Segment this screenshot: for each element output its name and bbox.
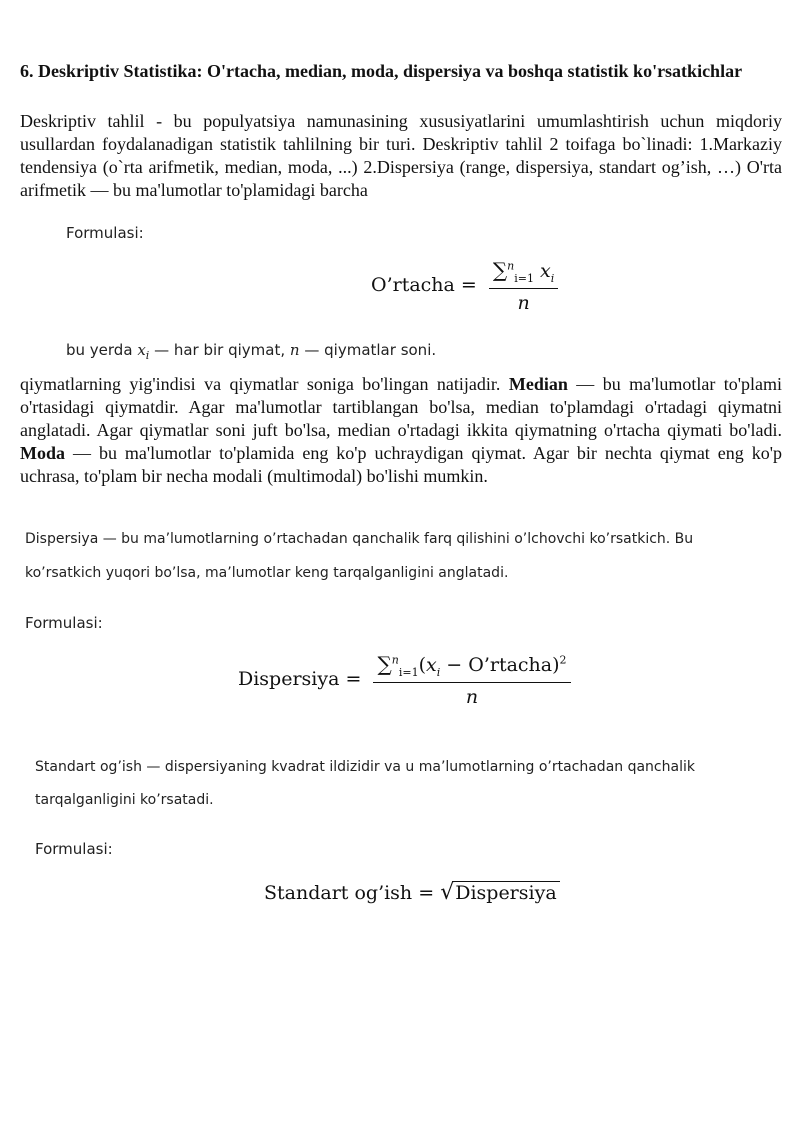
mean-sum-sign: ∑: [492, 258, 508, 282]
dispersion-open-paren: (: [418, 654, 426, 676]
mean-formula-label: Formulasi:: [66, 224, 144, 242]
mean-note-mid: — har bir qiymat,: [154, 341, 286, 359]
dispersion-minus-part: − O’rtacha): [440, 654, 560, 676]
mean-note-prefix: bu yerda: [66, 341, 133, 359]
stddev-desc-line-1: Standart og’ish — dispersiyaning kvadrat ildizidir va u ma’lumotlarning o’rtachadan qanchalik: [35, 759, 695, 775]
mean-formula-denominator: n: [517, 291, 530, 314]
dispersion-desc-line-1: Dispersiya — bu ma’lumotlarning o’rtachadan qanchalik farq qilishini o’lchovchi ko’rsatkich. Bu: [25, 531, 694, 547]
stddev-desc-line-2: tarqalganligini ko’rsatadi.: [35, 792, 214, 808]
body-part-1: qiymatlarning yig'indisi va qiymatlar soniga bo'lingan natijadir.: [20, 374, 509, 394]
dispersion-formula-numerator: [373, 652, 570, 683]
mean-formula-eq: =: [460, 273, 477, 296]
mean-term: x: [540, 260, 551, 282]
section-heading: 6. Deskriptiv Statistika: O'rtacha, median, moda, dispersiya va boshqa statistik ko'rsatkichlar: [20, 61, 743, 81]
sqrt-sign: √: [440, 880, 455, 905]
mean-sum-lower: i=1: [514, 271, 534, 285]
dispersion-desc-line-2: ko’rsatkich yuqori bo’lsa, ma’lumotlar keng tarqalganligini anglatadi.: [25, 565, 509, 581]
stddev-formula-eq: =: [418, 882, 435, 904]
dispersion-formula-lhs: Dispersiya: [238, 667, 340, 690]
dispersion-formula-fraction: [373, 652, 570, 708]
mean-note-n: n: [289, 341, 300, 359]
dispersion-sum-upper: n: [391, 653, 399, 667]
body-paragraph: [20, 373, 782, 488]
dispersion-formula: [238, 652, 571, 708]
stddev-radicand: Dispersiya: [452, 881, 559, 904]
mean-formula-fraction: [489, 258, 558, 314]
mean-note-suffix: — qiymatlar soni.: [304, 341, 437, 359]
dispersion-formula-denominator: n: [465, 685, 479, 708]
intro-paragraph: Deskriptiv tahlil - bu populyatsiya namunasining xususiyatlarini umumlashtirish uchun miqdoriy usullardan foydalanadigan statistik tahlilning bir turi. Deskriptiv tahlil 2 toifaga bo`linadi: 1.Markaziy tendensiya (o`rta arifmetik, median, moda, ...) 2.Dispersiya (range, dispersiya, standart og’ish, …) O'rta arifmetik — bu ma'lumotlar to'plamidagi barcha: [20, 111, 782, 200]
stddev-formula: [264, 880, 560, 905]
dispersion-formula-eq: =: [345, 667, 362, 690]
dispersion-term: x: [426, 654, 437, 676]
dispersion-exponent: 2: [559, 653, 567, 667]
dispersion-sum-sign: ∑: [377, 652, 392, 676]
mean-formula-lhs: O’rtacha: [371, 273, 455, 296]
dispersion-formula-label: Formulasi:: [25, 614, 103, 632]
body-part-3: — bu ma'lumotlar to'plamida eng ko'p uchraydigan qiymat. Agar bir nechta qiymat eng ko'p uchrasa, to'plam bir necha modali (multimodal) bo'lishi mumkin.: [20, 443, 782, 486]
moda-term: Moda: [20, 443, 65, 463]
stddev-formula-label: Formulasi:: [35, 840, 113, 858]
mean-term-sub: i: [550, 271, 555, 285]
mean-formula: [371, 258, 558, 314]
stddev-formula-lhs: Standart og’ish: [264, 882, 413, 904]
mean-note: [66, 341, 436, 362]
dispersion-sum-lower: i=1: [398, 665, 419, 679]
mean-sum-upper: n: [507, 259, 515, 273]
median-term: Median: [508, 374, 568, 394]
mean-formula-numerator: [489, 258, 558, 289]
mean-note-var: x: [137, 341, 146, 359]
dispersion-term-sub: i: [436, 665, 441, 679]
mean-note-var-sub: i: [145, 349, 150, 362]
body-part-2: — bu ma'lumotlar to'plami o'rtasidagi qiymatdir. Agar ma'lumotlar tartiblangan bo'lsa, median to'plamdagi o'rtadagi qiymatni anglatadi. Agar qiymatlar soni juft bo'lsa, median o'rtadagi ikkita qiymatning o'rtacha qiymati bo'ladi.: [20, 374, 782, 440]
